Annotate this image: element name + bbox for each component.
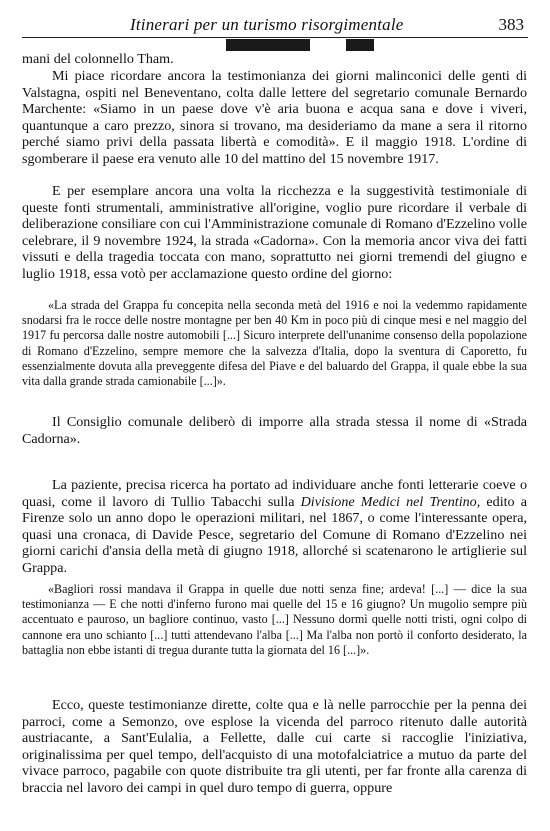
paragraph: Mi piace ricordare ancora la testimonianza dei giorni malinconici delle genti di Valstagna, ospiti nel Beneventano, colta dalle lettere del segretario comunale Bernardo Marchente: «Siamo in un paese dove v'è aria buona e acqua sana e dove i viveri, quantunque a caro prezzo, sinora si trovano, ma desideriamo da mane a sera il ritorno perché siamo privi della passata libertà e comodità». E il maggio 1918. L'ordine di sgomberare il paese era venuto alle 10 del mattino del 15 novembre 1917. xyxy=(22,68,527,167)
paragraph: Il Consiglio comunale deliberò di imporre alla strada stessa il nome di «Strada Cadorna». xyxy=(22,414,527,447)
redaction-mark xyxy=(226,39,310,51)
paragraph: La paziente, precisa ricerca ha portato ad individuare anche fonti letterarie coeve o quasi, come il lavoro di Tullio Tabacchi sulla Divisione Medici nel Trentino, edito a Firenze solo un anno dopo le operazioni militari, nel 1867, o come l'interessante opera, quasi una cronaca, di Davide Pesce, segretario del Comune di Romano d'Ezzelino nei giorni carichi d'ansia della metà di giugno 1918, allorché si scatenarono le artiglierie sul Grappa. xyxy=(22,477,528,576)
page-number: 383 xyxy=(498,15,524,34)
paragraph: E per esemplare ancora una volta la ricchezza e la suggestività testimoniale di queste fonti strumentali, amministrative all'origine, voglio pure ricordare il verbale di deliberazione consiliare con cui l'Amministrazione comunale di Romano d'Ezzelino volle celebrare, il 9 novembre 1924, la strada «Cadorna». Con la memoria ancor viva dei fatti vissuti e della tragedia toccata con mano, soprattutto nei giorni tremendi del giugno e luglio 1918, essa votò per acclamazione questo ordine del giorno: xyxy=(22,183,527,282)
header-rule xyxy=(22,37,528,38)
paragraph: mani del colonnello Tham. xyxy=(22,51,174,67)
book-title-italic: Divisione Medici nel Trentino xyxy=(300,493,477,510)
running-head-title: Itinerari per un turismo risorgimentale xyxy=(130,15,404,34)
redaction-mark xyxy=(346,39,374,51)
running-head xyxy=(22,11,528,37)
block-quote: «Bagliori rossi mandava il Grappa in quelle due notti senza fine; ardeva! [...] — dice la sua testimonianza — E che notti d'inferno furono mai quelle del 15 e 16 giugno? Un mugolio sempre più accentuato e pauroso, un bagliore continuo, vasto [...] Nessuno dormì quelle notti tristi, ogni colpo di cannone era uno schianto [...] tutti attendevano l'alba [...] Ma l'alba non portò il conforto desiderato, la battaglia non ebbe istanti di tregua durante tutta la giornata del 16 [...]». xyxy=(22,582,527,657)
paragraph: Ecco, queste testimonianze dirette, colte qua e là nelle parrocchie per la penna dei parroci, come a Semonzo, ove esplose la vicenda del parroco ritenuto dalle autorità austriacante, a Sant'Eulalia, a Fellette, dalle cui carte si raccoglie l'iniziativa, originalissima per quel tempo, dell'acquisto di una motofalciatrice a mutuo da parte del vivace parroco, pagabile con quote distribuite tra gli utenti, per far fronte alla carenza di braccia nel lavoro dei campi in quel duro tempo di guerra, oppure xyxy=(22,697,527,796)
block-quote: «La strada del Grappa fu concepita nella seconda metà del 1916 e noi la vedemmo rapidamente snodarsi fra le rocce delle nostre montagne per ben 40 Km in poco più di cinque mesi e nel maggio del 1917 fu percorsa dalle nostre automobili [...] Sicuro interprete dell'unanime consenso della popolazione di Romano d'Ezzelino, sempre memore che la salvezza d'Italia, dopo la sventura di Caporetto, fu essenzialmente dovuta alla preveggente difesa del Piave e del baluardo del Grappa, il quale ebbe la sua vita dalla grande strada camionabile [...]». xyxy=(22,298,527,389)
